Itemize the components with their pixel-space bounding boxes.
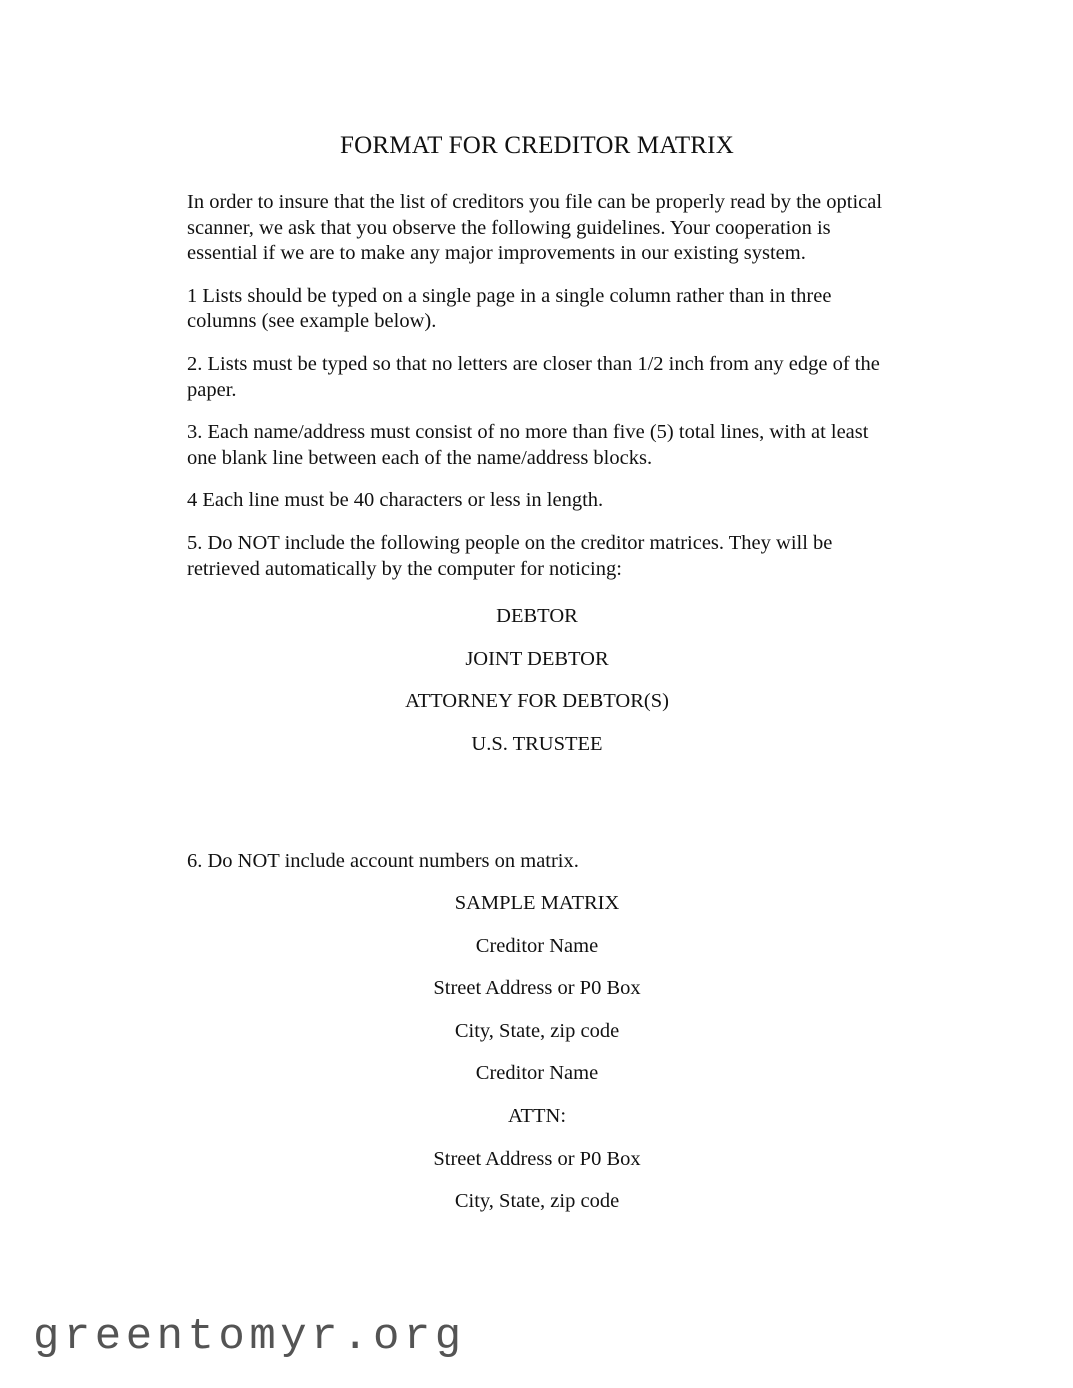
sample-line-creditor-name-1: Creditor Name xyxy=(475,934,599,957)
document-body xyxy=(187,0,887,1215)
sample-line-attn: ATTN: xyxy=(507,1105,567,1128)
sample-matrix-heading: SAMPLE MATRIX xyxy=(454,892,620,915)
sample-line-street-address-1: Street Address or P0 Box xyxy=(433,977,641,1000)
sample-line-city-state-zip-2: City, State, zip code xyxy=(454,1190,620,1213)
guideline-item-5: 5. Do NOT include the following people on the creditor matrices. They will be retrieved automatically by the computer for noticing: xyxy=(187,531,833,580)
excluded-party-joint-debtor: JOINT DEBTOR xyxy=(465,647,609,670)
page-title: FORMAT FOR CREDITOR MATRIX xyxy=(340,132,734,159)
sample-matrix-block xyxy=(187,891,887,1215)
guideline-item-2: 2. Lists must be typed so that no letters are closer than 1/2 inch from any edge of the paper. xyxy=(187,352,880,401)
excluded-party-attorney-for-debtors: ATTORNEY FOR DEBTOR(S) xyxy=(405,690,669,713)
guideline-item-3: 3. Each name/address must consist of no more than five (5) total lines, with at least one blank line between each of the name/address blocks. xyxy=(187,421,869,469)
guideline-item-6: 6. Do NOT include account numbers on matrix. xyxy=(187,849,579,872)
section-spacer xyxy=(187,758,887,849)
sample-line-creditor-name-2: Creditor Name xyxy=(475,1062,599,1085)
intro-paragraph: In order to insure that the list of creditors you file can be properly read by the optical scanner, we ask that you observe the following guidelines. Your cooperation is essential if we are to make any major improvements in our existing system. xyxy=(187,191,883,265)
sample-line-street-address-2: Street Address or P0 Box xyxy=(433,1147,641,1170)
watermark: greentomyr.org xyxy=(33,1312,466,1362)
excluded-party-debtor: DEBTOR xyxy=(496,605,578,628)
guideline-item-1: 1 Lists should be typed on a single page in a single column rather than in three columns (see example below). xyxy=(187,284,832,333)
excluded-parties-list xyxy=(187,604,887,757)
guideline-item-4: 4 Each line must be 40 characters or less in length. xyxy=(187,489,604,512)
sample-line-city-state-zip-1: City, State, zip code xyxy=(454,1019,620,1042)
excluded-party-us-trustee: U.S. TRUSTEE xyxy=(471,732,603,755)
